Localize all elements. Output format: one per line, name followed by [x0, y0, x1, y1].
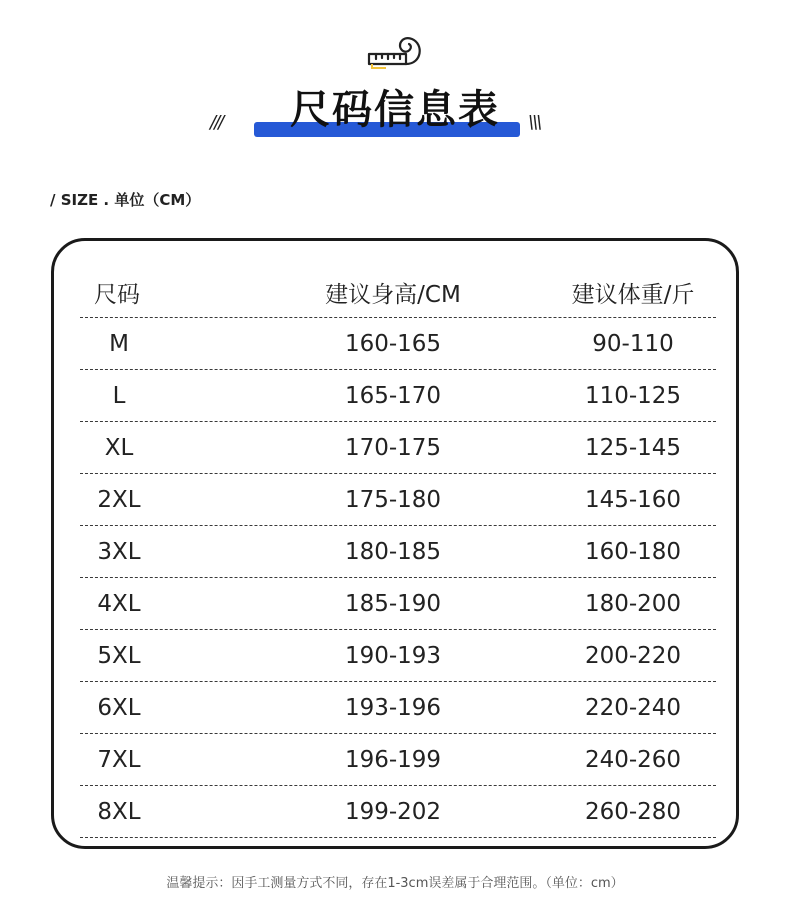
size-cell: 5XL — [97, 642, 141, 669]
size-table-card — [51, 238, 739, 849]
size-cell: 8XL — [97, 798, 141, 825]
height-cell: 193-196 — [344, 694, 442, 721]
page-title: 尺码信息表 — [290, 87, 500, 133]
weight-cell: 200-220 — [584, 642, 682, 669]
column-header-weight: 建议体重/斤 — [571, 282, 695, 308]
table-row — [80, 370, 716, 422]
column-header-size: 尺码 — [94, 282, 140, 308]
weight-cell: 90-110 — [592, 330, 674, 357]
height-cell: 199-202 — [344, 798, 442, 825]
column-header-height: 建议身高/CM — [325, 282, 461, 308]
height-cell: 165-170 — [344, 382, 442, 409]
table-row — [80, 578, 716, 630]
size-cell: L — [112, 382, 126, 409]
weight-cell: 220-240 — [584, 694, 682, 721]
height-cell: 180-185 — [344, 538, 442, 565]
height-cell: 175-180 — [344, 486, 442, 513]
size-unit-label: / SIZE . 单位（CM） — [50, 191, 201, 209]
table-header-row — [80, 268, 716, 318]
height-cell: 170-175 — [344, 434, 442, 461]
weight-cell: 125-145 — [584, 434, 682, 461]
title-block — [200, 84, 590, 144]
tape-measure-icon — [366, 30, 428, 70]
size-cell: XL — [104, 434, 134, 461]
table-row — [80, 318, 716, 370]
size-cell: 4XL — [97, 590, 141, 617]
table-row — [80, 422, 716, 474]
size-cell: 2XL — [97, 486, 141, 513]
weight-cell: 110-125 — [584, 382, 682, 409]
size-cell: 6XL — [97, 694, 141, 721]
weight-cell: 260-280 — [584, 798, 682, 825]
height-cell: 185-190 — [344, 590, 442, 617]
left-slash-decoration: /// — [210, 112, 223, 133]
size-cell: 3XL — [97, 538, 141, 565]
table-row — [80, 682, 716, 734]
height-cell: 160-165 — [344, 330, 442, 357]
table-row — [80, 786, 716, 838]
table-row — [80, 526, 716, 578]
height-cell: 196-199 — [344, 746, 442, 773]
size-table — [80, 268, 716, 838]
table-row — [80, 734, 716, 786]
table-row — [80, 474, 716, 526]
right-slash-decoration: \\\ — [528, 112, 541, 133]
height-cell: 190-193 — [344, 642, 442, 669]
measurement-note: 温馨提示：因手工测量方式不同，存在1-3cm误差属于合理范围。（单位：cm） — [166, 876, 624, 891]
weight-cell: 145-160 — [584, 486, 682, 513]
size-cell: 7XL — [97, 746, 141, 773]
size-cell: M — [109, 330, 129, 357]
table-row — [80, 630, 716, 682]
weight-cell: 240-260 — [584, 746, 682, 773]
weight-cell: 160-180 — [584, 538, 682, 565]
weight-cell: 180-200 — [584, 590, 682, 617]
